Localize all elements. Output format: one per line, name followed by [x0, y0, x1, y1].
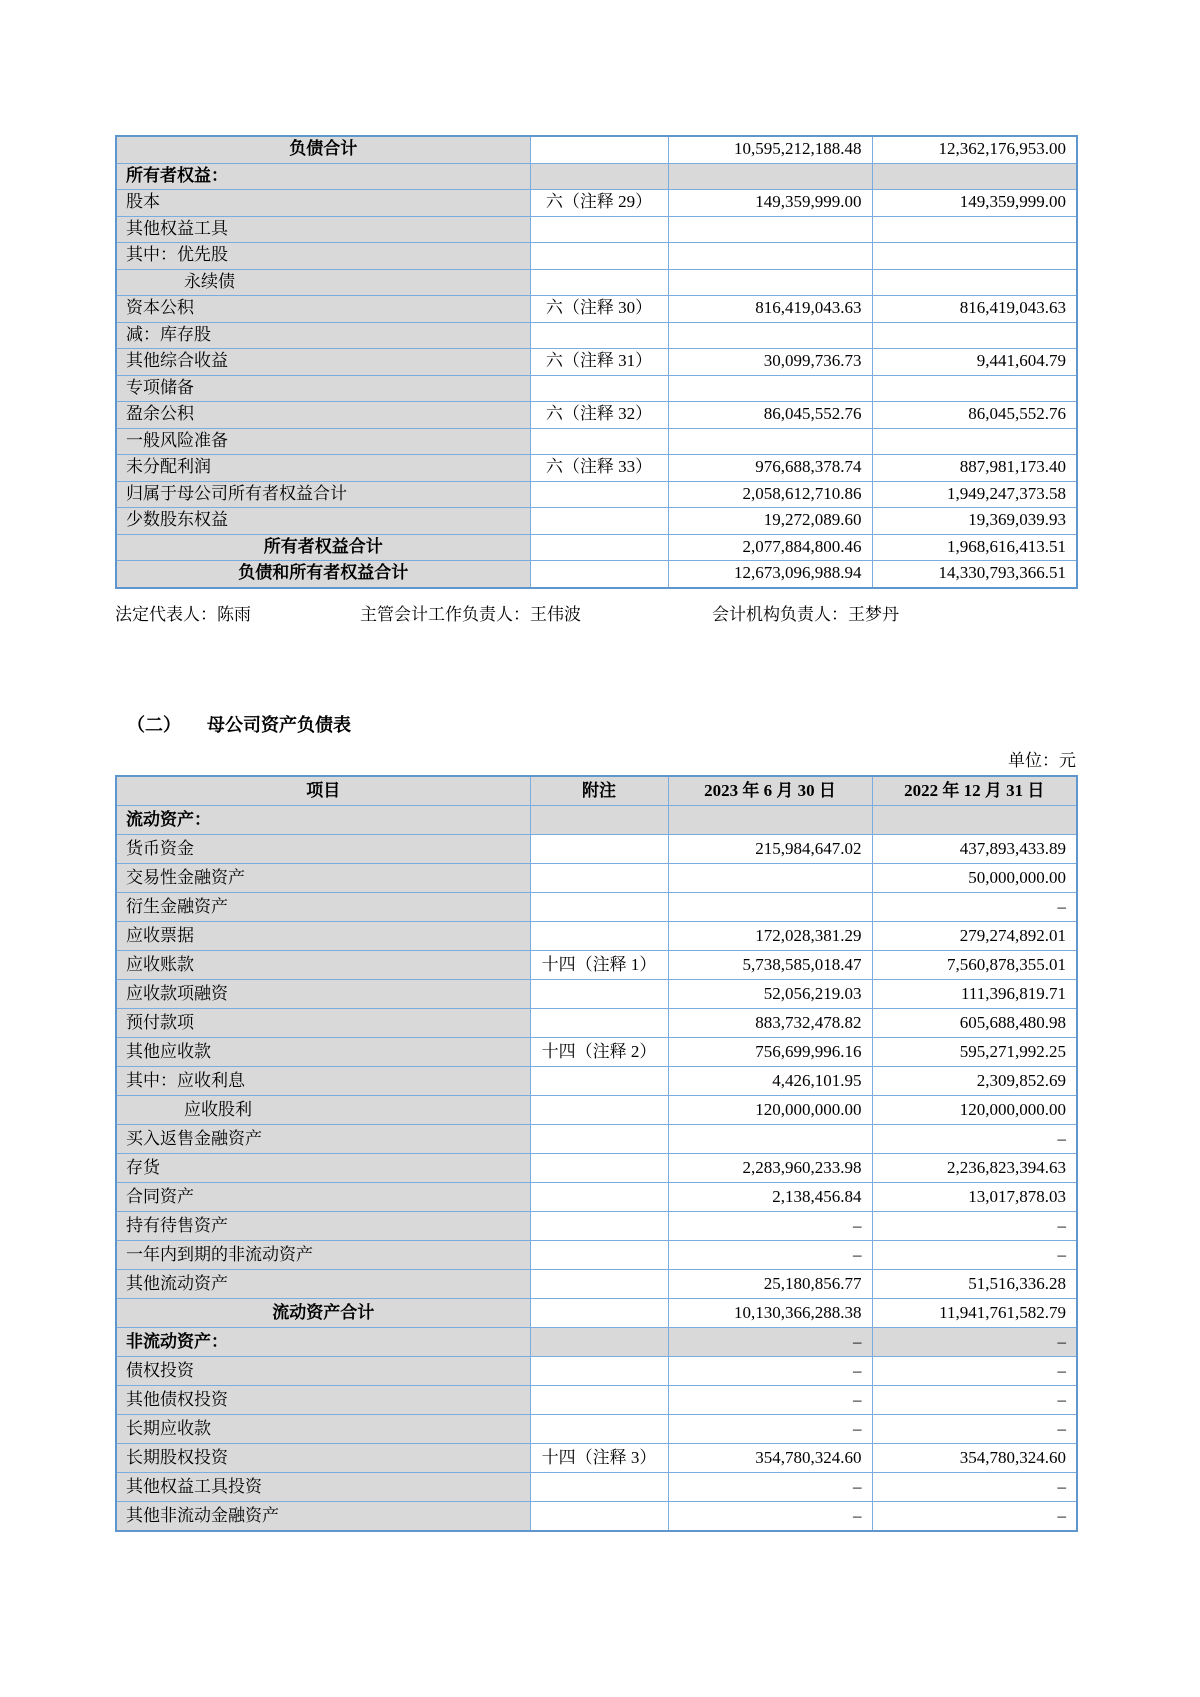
- note-cell: [530, 922, 668, 951]
- table-row: [116, 216, 1077, 243]
- note-cell: [530, 243, 668, 270]
- item-label-cell: 未分配利润: [116, 455, 530, 482]
- table-row: [116, 428, 1077, 455]
- value-2022-cell: 816,419,043.63: [872, 296, 1077, 323]
- note-cell: [530, 1125, 668, 1154]
- table-row: [116, 534, 1077, 561]
- note-cell: [530, 1183, 668, 1212]
- item-label-cell: 债权投资: [116, 1357, 530, 1386]
- value-2022-cell: –: [872, 1357, 1077, 1386]
- value-2022-cell: 605,688,480.98: [872, 1009, 1077, 1038]
- note-cell: [530, 1154, 668, 1183]
- value-2022-cell: [872, 163, 1077, 190]
- item-label-cell: 交易性金融资产: [116, 864, 530, 893]
- item-label-cell: 应收股利: [116, 1096, 530, 1125]
- note-cell: [530, 1357, 668, 1386]
- note-cell: [530, 322, 668, 349]
- value-2023-cell: 52,056,219.03: [668, 980, 872, 1009]
- header-cell: 项目: [116, 776, 530, 806]
- header-cell: 附注: [530, 776, 668, 806]
- value-2022-cell: –: [872, 1212, 1077, 1241]
- item-label-cell: 存货: [116, 1154, 530, 1183]
- note-cell: [530, 893, 668, 922]
- value-2022-cell: 1,949,247,373.58: [872, 481, 1077, 508]
- value-2023-cell: –: [668, 1502, 872, 1532]
- section-number: （二）: [127, 715, 181, 735]
- header-cell: 2023 年 6 月 30 日: [668, 776, 872, 806]
- note-cell: [530, 1473, 668, 1502]
- item-label-cell: 归属于母公司所有者权益合计: [116, 481, 530, 508]
- item-label-cell: 衍生金融资产: [116, 893, 530, 922]
- note-cell: 十四（注释 2）: [530, 1038, 668, 1067]
- table-row: [116, 1154, 1077, 1183]
- item-label-cell: 长期应收款: [116, 1415, 530, 1444]
- table-row: [116, 864, 1077, 893]
- value-2023-cell: –: [668, 1415, 872, 1444]
- value-2023-cell: 354,780,324.60: [668, 1444, 872, 1473]
- item-label-cell: 股本: [116, 190, 530, 217]
- note-cell: 六（注释 30）: [530, 296, 668, 323]
- note-cell: [530, 864, 668, 893]
- value-2023-cell: 756,699,996.16: [668, 1038, 872, 1067]
- parent-balance-sheet-table: [115, 775, 1078, 1532]
- chief-accountant: 主管会计工作负责人：王伟波: [360, 605, 581, 624]
- value-2022-cell: 595,271,992.25: [872, 1038, 1077, 1067]
- value-2023-cell: 5,738,585,018.47: [668, 951, 872, 980]
- note-cell: [530, 806, 668, 835]
- value-2022-cell: 149,359,999.00: [872, 190, 1077, 217]
- value-2022-cell: –: [872, 1328, 1077, 1357]
- value-2023-cell: 30,099,736.73: [668, 349, 872, 376]
- value-2023-cell: [668, 864, 872, 893]
- item-label-cell: 其他综合收益: [116, 349, 530, 376]
- legal-representative: 法定代表人：陈雨: [115, 605, 251, 624]
- value-2022-cell: 354,780,324.60: [872, 1444, 1077, 1473]
- table-row: [116, 1241, 1077, 1270]
- note-cell: 十四（注释 3）: [530, 1444, 668, 1473]
- item-label-cell: 应收账款: [116, 951, 530, 980]
- table-row: [116, 1009, 1077, 1038]
- item-label-cell: 持有待售资产: [116, 1212, 530, 1241]
- note-cell: [530, 481, 668, 508]
- value-2022-cell: 120,000,000.00: [872, 1096, 1077, 1125]
- value-2022-cell: 12,362,176,953.00: [872, 136, 1077, 163]
- table-row: [116, 1183, 1077, 1212]
- table-row: [116, 269, 1077, 296]
- value-2022-cell: [872, 322, 1077, 349]
- note-cell: 六（注释 29）: [530, 190, 668, 217]
- note-cell: [530, 1328, 668, 1357]
- value-2023-cell: –: [668, 1328, 872, 1357]
- table-row: [116, 163, 1077, 190]
- section-heading: [127, 711, 351, 737]
- table-row: [116, 455, 1077, 482]
- value-2023-cell: 816,419,043.63: [668, 296, 872, 323]
- value-2023-cell: 10,130,366,288.38: [668, 1299, 872, 1328]
- table-header-row: [116, 776, 1077, 806]
- item-label-cell: 预付款项: [116, 1009, 530, 1038]
- table-row: [116, 951, 1077, 980]
- value-2022-cell: 11,941,761,582.79: [872, 1299, 1077, 1328]
- value-2023-cell: 120,000,000.00: [668, 1096, 872, 1125]
- table-row: [116, 980, 1077, 1009]
- item-label-cell: 其中：应收利息: [116, 1067, 530, 1096]
- item-label-cell: 流动资产：: [116, 806, 530, 835]
- value-2022-cell: 86,045,552.76: [872, 402, 1077, 429]
- value-2023-cell: 172,028,381.29: [668, 922, 872, 951]
- note-cell: [530, 1096, 668, 1125]
- item-label-cell: 买入返售金融资产: [116, 1125, 530, 1154]
- note-cell: [530, 1386, 668, 1415]
- table-row: [116, 561, 1077, 588]
- note-cell: [530, 216, 668, 243]
- value-2022-cell: [872, 243, 1077, 270]
- value-2022-cell: [872, 375, 1077, 402]
- value-2023-cell: –: [668, 1473, 872, 1502]
- header-cell: 2022 年 12 月 31 日: [872, 776, 1077, 806]
- item-label-cell: 减：库存股: [116, 322, 530, 349]
- value-2022-cell: [872, 806, 1077, 835]
- item-label-cell: 非流动资产：: [116, 1328, 530, 1357]
- table-row: [116, 1386, 1077, 1415]
- value-2022-cell: 14,330,793,366.51: [872, 561, 1077, 588]
- value-2022-cell: [872, 428, 1077, 455]
- note-cell: [530, 136, 668, 163]
- value-2023-cell: 149,359,999.00: [668, 190, 872, 217]
- note-cell: [530, 1270, 668, 1299]
- item-label-cell: 所有者权益：: [116, 163, 530, 190]
- value-2023-cell: [668, 806, 872, 835]
- table-row: [116, 243, 1077, 270]
- value-2023-cell: 25,180,856.77: [668, 1270, 872, 1299]
- item-label-cell: 货币资金: [116, 835, 530, 864]
- value-2022-cell: –: [872, 1241, 1077, 1270]
- note-cell: [530, 1241, 668, 1270]
- note-cell: [530, 1415, 668, 1444]
- table-row: [116, 1212, 1077, 1241]
- note-cell: [530, 1009, 668, 1038]
- section-title: 母公司资产负债表: [207, 715, 351, 735]
- note-cell: 六（注释 33）: [530, 455, 668, 482]
- table-row: [116, 322, 1077, 349]
- note-cell: [530, 428, 668, 455]
- table-row: [116, 922, 1077, 951]
- value-2022-cell: 50,000,000.00: [872, 864, 1077, 893]
- note-cell: 十四（注释 1）: [530, 951, 668, 980]
- table-row: [116, 1328, 1077, 1357]
- item-label-cell: 其他权益工具: [116, 216, 530, 243]
- value-2022-cell: 279,274,892.01: [872, 922, 1077, 951]
- item-label-cell: 负债和所有者权益合计: [116, 561, 530, 588]
- value-2023-cell: 2,058,612,710.86: [668, 481, 872, 508]
- value-2023-cell: [668, 216, 872, 243]
- table-row: [116, 1357, 1077, 1386]
- value-2023-cell: 4,426,101.95: [668, 1067, 872, 1096]
- value-2023-cell: 2,138,456.84: [668, 1183, 872, 1212]
- value-2022-cell: 13,017,878.03: [872, 1183, 1077, 1212]
- value-2023-cell: 2,283,960,233.98: [668, 1154, 872, 1183]
- value-2023-cell: [668, 243, 872, 270]
- value-2022-cell: –: [872, 1473, 1077, 1502]
- value-2022-cell: –: [872, 1386, 1077, 1415]
- table-row: [116, 296, 1077, 323]
- item-label-cell: 合同资产: [116, 1183, 530, 1212]
- value-2022-cell: 1,968,616,413.51: [872, 534, 1077, 561]
- table-row: [116, 1502, 1077, 1532]
- table-row: [116, 1067, 1077, 1096]
- value-2022-cell: –: [872, 1415, 1077, 1444]
- item-label-cell: 一年内到期的非流动资产: [116, 1241, 530, 1270]
- note-cell: [530, 1502, 668, 1532]
- item-label-cell: 应收款项融资: [116, 980, 530, 1009]
- value-2023-cell: –: [668, 1241, 872, 1270]
- item-label-cell: 所有者权益合计: [116, 534, 530, 561]
- accounting-org-head: 会计机构负责人：王梦丹: [712, 605, 899, 624]
- note-cell: [530, 980, 668, 1009]
- table-row: [116, 402, 1077, 429]
- note-cell: 六（注释 32）: [530, 402, 668, 429]
- item-label-cell: 长期股权投资: [116, 1444, 530, 1473]
- table-row: [116, 1415, 1077, 1444]
- value-2023-cell: 10,595,212,188.48: [668, 136, 872, 163]
- unit-note: 单位：元: [1008, 751, 1076, 770]
- note-cell: 六（注释 31）: [530, 349, 668, 376]
- value-2022-cell: 437,893,433.89: [872, 835, 1077, 864]
- table-row: [116, 893, 1077, 922]
- signature-line: [115, 600, 1076, 624]
- item-label-cell: 其他债权投资: [116, 1386, 530, 1415]
- value-2023-cell: [668, 375, 872, 402]
- note-cell: [530, 1212, 668, 1241]
- value-2023-cell: 2,077,884,800.46: [668, 534, 872, 561]
- value-2023-cell: 976,688,378.74: [668, 455, 872, 482]
- table-row: [116, 375, 1077, 402]
- note-cell: [530, 1067, 668, 1096]
- value-2022-cell: 887,981,173.40: [872, 455, 1077, 482]
- value-2022-cell: 2,236,823,394.63: [872, 1154, 1077, 1183]
- table-row: [116, 136, 1077, 163]
- table-row: [116, 1038, 1077, 1067]
- note-cell: [530, 163, 668, 190]
- note-cell: [530, 835, 668, 864]
- value-2022-cell: –: [872, 1502, 1077, 1532]
- value-2023-cell: 883,732,478.82: [668, 1009, 872, 1038]
- table-row: [116, 1299, 1077, 1328]
- value-2022-cell: 111,396,819.71: [872, 980, 1077, 1009]
- item-label-cell: 盈余公积: [116, 402, 530, 429]
- value-2023-cell: [668, 322, 872, 349]
- table-row: [116, 1444, 1077, 1473]
- table-row: [116, 806, 1077, 835]
- note-cell: [530, 269, 668, 296]
- table-row: [116, 190, 1077, 217]
- item-label-cell: 流动资产合计: [116, 1299, 530, 1328]
- value-2022-cell: –: [872, 893, 1077, 922]
- value-2022-cell: 9,441,604.79: [872, 349, 1077, 376]
- item-label-cell: 其他流动资产: [116, 1270, 530, 1299]
- item-label-cell: 其他非流动金融资产: [116, 1502, 530, 1532]
- note-cell: [530, 1299, 668, 1328]
- item-label-cell: 其他应收款: [116, 1038, 530, 1067]
- value-2022-cell: 7,560,878,355.01: [872, 951, 1077, 980]
- item-label-cell: 少数股东权益: [116, 508, 530, 535]
- value-2022-cell: 19,369,039.93: [872, 508, 1077, 535]
- value-2023-cell: –: [668, 1386, 872, 1415]
- value-2022-cell: 51,516,336.28: [872, 1270, 1077, 1299]
- note-cell: [530, 534, 668, 561]
- table-row: [116, 835, 1077, 864]
- item-label-cell: 其他权益工具投资: [116, 1473, 530, 1502]
- value-2023-cell: 19,272,089.60: [668, 508, 872, 535]
- item-label-cell: 其中：优先股: [116, 243, 530, 270]
- value-2023-cell: –: [668, 1212, 872, 1241]
- value-2022-cell: [872, 216, 1077, 243]
- table-row: [116, 1473, 1077, 1502]
- value-2023-cell: 215,984,647.02: [668, 835, 872, 864]
- note-cell: [530, 508, 668, 535]
- value-2023-cell: [668, 163, 872, 190]
- item-label-cell: 永续债: [116, 269, 530, 296]
- table-row: [116, 349, 1077, 376]
- note-cell: [530, 561, 668, 588]
- item-label-cell: 负债合计: [116, 136, 530, 163]
- value-2023-cell: [668, 269, 872, 296]
- value-2023-cell: 12,673,096,988.94: [668, 561, 872, 588]
- item-label-cell: 资本公积: [116, 296, 530, 323]
- item-label-cell: 一般风险准备: [116, 428, 530, 455]
- value-2023-cell: –: [668, 1357, 872, 1386]
- item-label-cell: 应收票据: [116, 922, 530, 951]
- table-row: [116, 1096, 1077, 1125]
- value-2023-cell: 86,045,552.76: [668, 402, 872, 429]
- consolidated-balance-sheet-table: [115, 135, 1078, 589]
- value-2023-cell: [668, 428, 872, 455]
- value-2023-cell: [668, 893, 872, 922]
- table-row: [116, 481, 1077, 508]
- note-cell: [530, 375, 668, 402]
- table-row: [116, 1270, 1077, 1299]
- value-2022-cell: 2,309,852.69: [872, 1067, 1077, 1096]
- value-2022-cell: [872, 269, 1077, 296]
- value-2022-cell: –: [872, 1125, 1077, 1154]
- table-row: [116, 1125, 1077, 1154]
- value-2023-cell: [668, 1125, 872, 1154]
- item-label-cell: 专项储备: [116, 375, 530, 402]
- table-row: [116, 508, 1077, 535]
